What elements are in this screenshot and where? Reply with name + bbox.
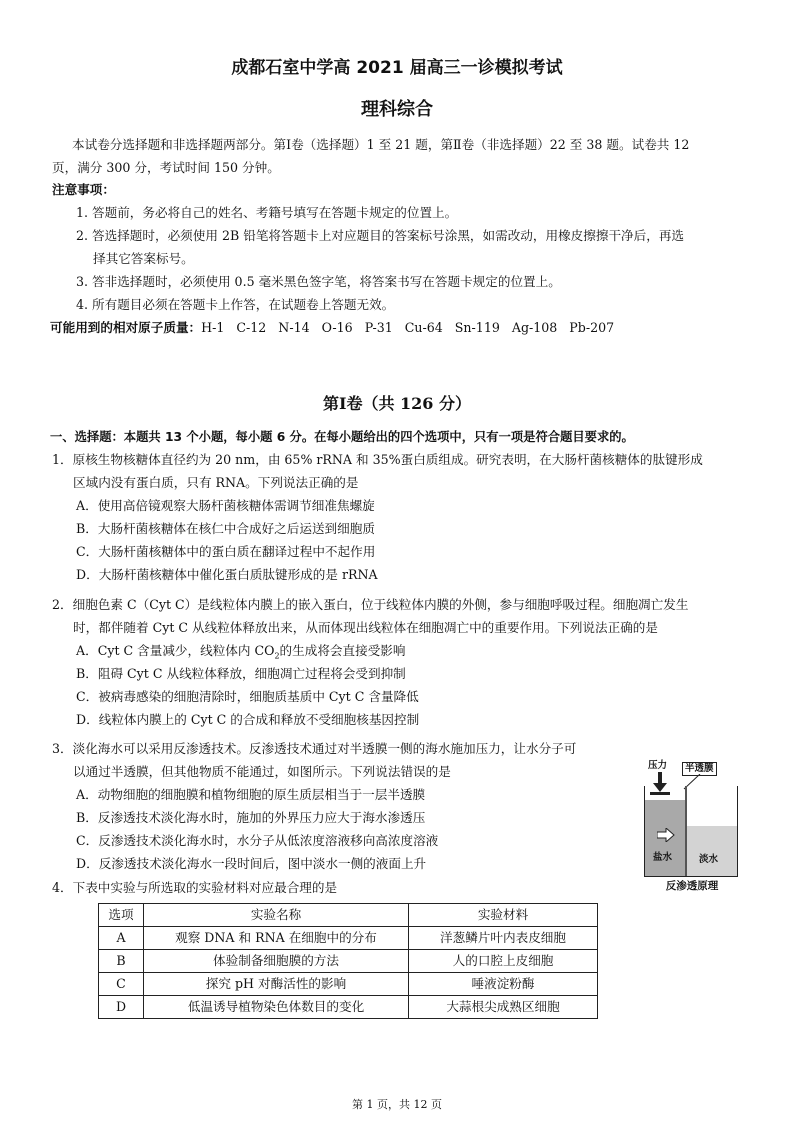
semipermeable-membrane bbox=[685, 786, 687, 876]
flow-arrow-icon bbox=[657, 828, 675, 842]
table-cell: B bbox=[99, 950, 144, 973]
membrane-label: 半透膜 bbox=[682, 762, 717, 776]
reverse-osmosis-figure bbox=[638, 758, 746, 898]
table-cell: 体验制备细胞膜的方法 bbox=[144, 950, 409, 973]
table-cell: 唾液淀粉酶 bbox=[409, 973, 598, 996]
fresh-water-label: 淡水 bbox=[699, 854, 719, 865]
table-header-row bbox=[99, 904, 598, 927]
note-3: 3. 答非选择题时，必须使用 0.5 毫米黑色签字笔，将答案书写在答题卡规定的位置上。 bbox=[76, 274, 561, 289]
page-footer: 第 1 页，共 12 页 bbox=[352, 1098, 442, 1111]
q2-option-a: A．Cyt C 含量减少，线粒体内 $CO_2$的生成将会直接受影响 bbox=[76, 643, 406, 661]
figure-caption: 反渗透原理 bbox=[665, 880, 719, 892]
q1-option-d: D．大肠杆菌核糖体中催化蛋白质肽键形成的是 rRNA bbox=[76, 567, 378, 582]
exam-title: 成都石室中学高 2021 届高三一诊模拟考试 bbox=[231, 58, 563, 78]
table-cell: 洋葱鳞片叶内表皮细胞 bbox=[409, 927, 598, 950]
experiment-table bbox=[98, 903, 598, 1019]
table-cell: A bbox=[99, 927, 144, 950]
q2-stem-1: 2．细胞色素 C（Cyt C）是线粒体内膜上的嵌入蛋白，位于线粒体内膜的外侧，参与细胞呼吸过程。细胞凋亡发生 bbox=[52, 597, 689, 612]
q4-stem: 4．下表中实验与所选取的实验材料对应最合理的是 bbox=[52, 880, 338, 895]
exam-subtitle: 理科综合 bbox=[361, 99, 433, 120]
q2-option-d: D．线粒体内膜上的 Cyt C 的合成和释放不受细胞核基因控制 bbox=[76, 712, 420, 727]
q2-stem-2: 时，都伴随着 Cyt C 从线粒体释放出来，从而体现出线粒体在细胞凋亡中的重要作用。下列说法正确的是 bbox=[73, 620, 658, 635]
fresh-water-region bbox=[687, 826, 737, 876]
q2-option-c: C．被病毒感染的细胞清除时，细胞质基质中 Cyt C 含量降低 bbox=[76, 689, 419, 704]
table-cell: 人的口腔上皮细胞 bbox=[409, 950, 598, 973]
q1-stem-2: 区域内没有蛋白质，只有 RNA。下列说法正确的是 bbox=[73, 475, 359, 490]
table-header-cell: 选项 bbox=[99, 904, 144, 927]
table-cell: C bbox=[99, 973, 144, 996]
table-row bbox=[99, 927, 598, 950]
table-row bbox=[99, 996, 598, 1019]
atomic-mass-line bbox=[50, 320, 614, 336]
note-2-cont: 择其它答案标号。 bbox=[93, 251, 194, 266]
q2-option-b: B．阻碍 Cyt C 从线粒体释放，细胞凋亡过程将会受到抑制 bbox=[76, 666, 406, 681]
q1-option-c: C．大肠杆菌核糖体中的蛋白质在翻译过程中不起作用 bbox=[76, 544, 376, 559]
atomic-mass-label: 可能用到的相对原子质量： bbox=[50, 320, 202, 335]
table-cell: 大蒜根尖成熟区细胞 bbox=[409, 996, 598, 1019]
note-1: 1. 答题前，务必将自己的姓名、考籍号填写在答题卡规定的位置上。 bbox=[76, 205, 458, 220]
q3-option-c: C．反渗透技术淡化海水时，水分子从低浓度溶液移向高浓度溶液 bbox=[76, 833, 439, 848]
table-cell: 低温诱导植物染色体数目的变化 bbox=[144, 996, 409, 1019]
table-cell: D bbox=[99, 996, 144, 1019]
section-instruction: 一、选择题：本题共 13 个小题，每小题 6 分。在每小题给出的四个选项中，只有一项是符合题目要求的。 bbox=[50, 430, 634, 444]
container bbox=[644, 786, 738, 877]
intro-line-2: 页，满分 300 分，考试时间 150 分钟。 bbox=[52, 160, 280, 175]
q3-option-d: D．反渗透技术淡化海水一段时间后，图中淡水一侧的液面上升 bbox=[76, 856, 427, 871]
note-2: 2. 答选择题时，必须使用 2B 铅笔将答题卡上对应题目的答案标号涂黑，如需改动，用橡皮擦擦干净后，再选 bbox=[76, 228, 685, 243]
atomic-mass-values: H-1 C-12 N-14 O-16 P-31 Cu-64 Sn-119 Ag-108 Pb-207 bbox=[201, 320, 615, 335]
section-title: 第Ⅰ卷（共 126 分） bbox=[322, 394, 472, 413]
q1-stem-1: 1．原核生物核糖体直径约为 20 nm，由 65% rRNA 和 35%蛋白质组成。研究表明，在大肠杆菌核糖体的肽键形成 bbox=[52, 452, 703, 467]
q3-option-a: A．动物细胞的细胞膜和植物细胞的原生质层相当于一层半透膜 bbox=[76, 787, 426, 802]
table-row bbox=[99, 950, 598, 973]
q3-option-b: B．反渗透技术淡化海水时，施加的外界压力应大于海水渗透压 bbox=[76, 810, 426, 825]
q3-stem-2: 以通过半透膜，但其他物质不能通过，如图所示。下列说法错误的是 bbox=[73, 764, 451, 779]
table-row bbox=[99, 973, 598, 996]
q3-stem-1: 3．淡化海水可以采用反渗透技术。反渗透技术通过对半透膜一侧的海水施加压力，让水分子可 bbox=[52, 741, 577, 756]
notes-heading: 注意事项： bbox=[52, 182, 115, 197]
note-4: 4. 所有题目必须在答题卡上作答，在试题卷上答题无效。 bbox=[76, 297, 395, 312]
table-cell: 探究 pH 对酶活性的影响 bbox=[144, 973, 409, 996]
salt-water-label: 盐水 bbox=[653, 852, 673, 863]
q1-option-a: A．使用高倍镜观察大肠杆菌核糖体需调节细准焦螺旋 bbox=[76, 498, 375, 513]
table-header-cell: 实验材料 bbox=[409, 904, 598, 927]
intro-line-1: 本试卷分选择题和非选择题两部分。第Ⅰ卷（选择题）1 至 21 题，第Ⅱ卷（非选择题）22 至 38 题。试卷共 12 bbox=[72, 137, 690, 152]
pressure-label: 压力 bbox=[648, 760, 668, 771]
table-cell: 观察 DNA 和 RNA 在细胞中的分布 bbox=[144, 927, 409, 950]
table-header-cell: 实验名称 bbox=[144, 904, 409, 927]
q1-option-b: B．大肠杆菌核糖体在核仁中合成好之后运送到细胞质 bbox=[76, 521, 375, 536]
